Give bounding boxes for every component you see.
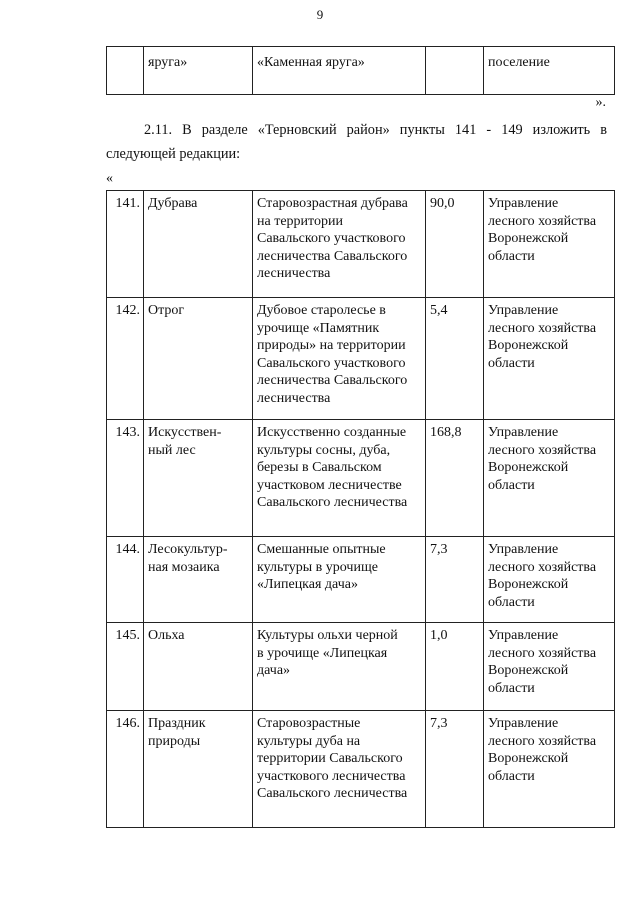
cell-authority-text: Управление лесного хозяйства Воронежской области — [488, 425, 597, 493]
cell-number: 146. — [107, 711, 144, 828]
cell-number: 142. — [107, 298, 144, 420]
cell-authority — [484, 191, 615, 298]
cell-description — [253, 623, 426, 711]
cell-authority — [484, 537, 615, 623]
cell-name-text: Дубрава — [148, 196, 198, 211]
table-row — [107, 623, 615, 711]
table-row — [107, 298, 615, 420]
cell-authority-text: Управление лесного хозяйства Воронежской области — [488, 196, 597, 264]
cell-area: 7,3 — [426, 537, 484, 623]
cell-description-text: Старовозрастные культуры дуба на территории Савальского участкового лесничества Савальского лесничества — [257, 716, 408, 801]
cell-description-text: Старовозрастная дубрава на территории Савальского участкового лесничества Савальского лесничества — [257, 196, 408, 281]
cell-authority — [484, 298, 615, 420]
cell-authority — [484, 711, 615, 828]
cell-number: 145. — [107, 623, 144, 711]
cell-number: 141. — [107, 191, 144, 298]
page-number: 9 — [316, 7, 324, 22]
table-row — [107, 537, 615, 623]
cell-description-text: Культуры ольхи черной в урочище «Липецкая дача» — [257, 628, 398, 678]
cell-description-text: Искусственно созданные культуры сосны, дуба, березы в Савальском участковом лесничестве Савальского лесничества — [257, 425, 408, 510]
cell-name-text: Лесокультур- ная мозаика — [148, 542, 228, 575]
cell-area: 168,8 — [426, 420, 484, 537]
cell-name — [144, 298, 253, 420]
cell-name — [144, 711, 253, 828]
cell-name-text: Искусствен- ный лес — [148, 425, 222, 458]
cell-area: 1,0 — [426, 623, 484, 711]
cell-authority — [484, 420, 615, 537]
table-row — [107, 47, 615, 95]
cell-authority-text: Управление лесного хозяйства Воронежской области — [488, 716, 597, 784]
cell-name-text: Ольха — [148, 628, 185, 643]
cell-authority — [484, 623, 615, 711]
cell-name-text: Праздник природы — [148, 716, 206, 749]
cell-area: 5,4 — [426, 298, 484, 420]
cell-number: 144. — [107, 537, 144, 623]
cell-description — [253, 191, 426, 298]
cell-description — [253, 537, 426, 623]
cell-description-text: Смешанные опытные культуры в урочище «Липецкая дача» — [257, 542, 386, 592]
cell-authority-text: Управление лесного хозяйства Воронежской области — [488, 542, 597, 610]
cell-number: 143. — [107, 420, 144, 537]
cell-name: яруга» — [144, 47, 253, 95]
cell-description-text: Дубовое старолесье в урочище «Памятник природы» на территории Савальского участкового лесничества Савальского лесничества — [257, 303, 408, 406]
table-row — [107, 191, 615, 298]
cell-name-text: Отрог — [148, 303, 185, 318]
cell-description — [253, 298, 426, 420]
cell-description — [253, 420, 426, 537]
closing-quote: ». — [595, 95, 606, 110]
cell-description: «Каменная яруга» — [253, 47, 426, 95]
cell-authority-text: Управление лесного хозяйства Воронежской области — [488, 303, 597, 371]
cell-name — [144, 537, 253, 623]
cell-name — [144, 623, 253, 711]
cell-area: 7,3 — [426, 711, 484, 828]
cell-area: 90,0 — [426, 191, 484, 298]
cell-authority-text: Управление лесного хозяйства Воронежской области — [488, 628, 597, 696]
cell-area — [426, 47, 484, 95]
table-row — [107, 711, 615, 828]
opening-quote: « — [106, 171, 113, 186]
cell-number — [107, 47, 144, 95]
cell-description — [253, 711, 426, 828]
cell-authority: поселение — [484, 47, 615, 95]
cell-name — [144, 420, 253, 537]
cell-name — [144, 191, 253, 298]
top-table-fragment — [106, 46, 615, 95]
protected-areas-table — [106, 190, 615, 828]
amendment-paragraph: 2.11. В разделе «Терновский район» пункты 141 - 149 изложить в следующей редакции: — [106, 122, 607, 162]
table-row — [107, 420, 615, 537]
